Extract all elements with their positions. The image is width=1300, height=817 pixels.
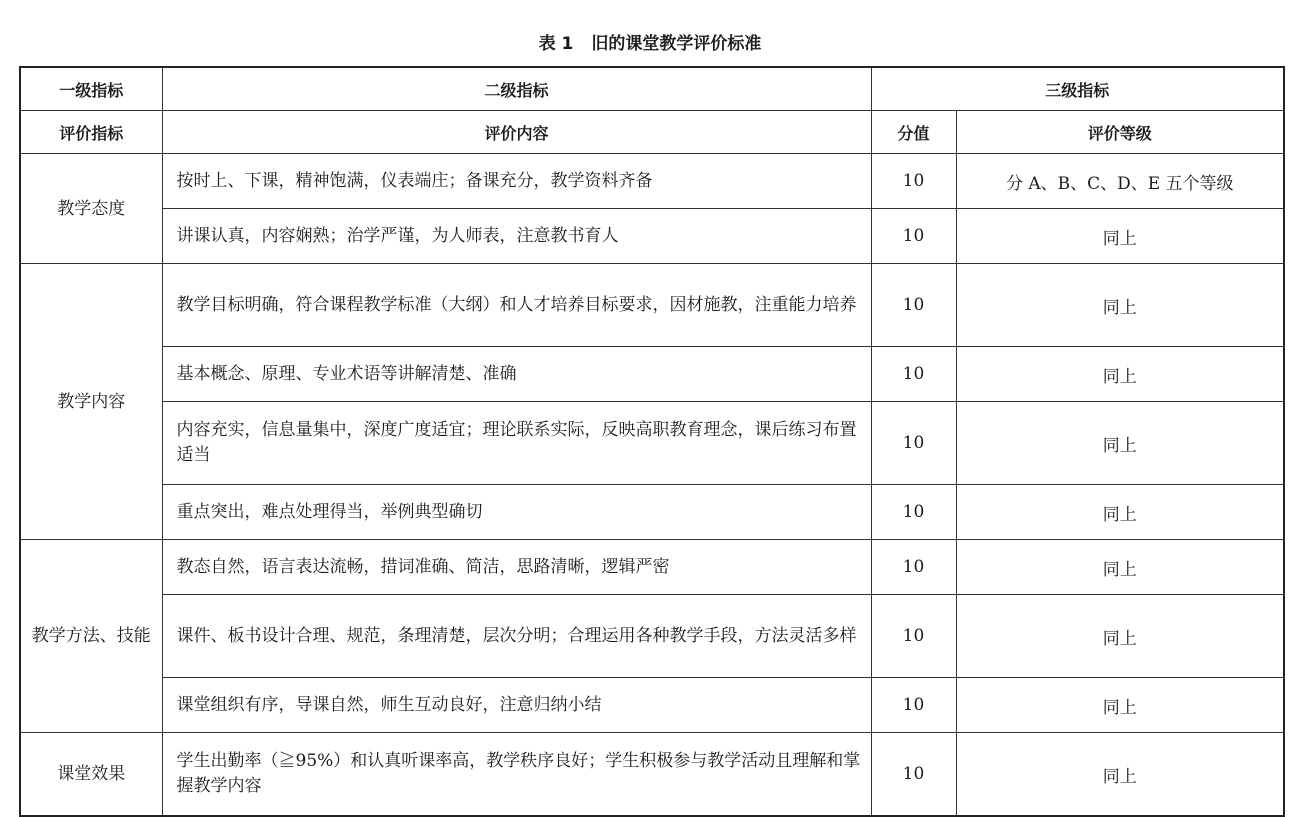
content-cell: 重点突出，难点处理得当，举例典型确切 [162,485,871,540]
score-cell: 10 [871,209,956,264]
score-cell: 10 [871,264,956,347]
grade-cell: 同上 [956,485,1284,540]
header-level3: 三级指标 [871,67,1284,111]
table-title: 旧的课堂教学评价标准 [591,34,762,54]
header-row-columns [20,111,1284,154]
table-row [20,402,1284,485]
grade-cell: 同上 [956,733,1284,817]
grade-cell: 同上 [956,402,1284,485]
score-cell: 10 [871,595,956,678]
score-cell: 10 [871,485,956,540]
grade-cell: 同上 [956,540,1284,595]
content-cell: 内容充实，信息量集中，深度广度适宜；理论联系实际，反映高职教育理念，课后练习布置适当 [162,402,871,485]
content-cell: 学生出勤率（≧95%）和认真听课率高，教学秩序良好；学生积极参与教学活动且理解和掌握教学内容 [162,733,871,817]
score-cell: 10 [871,402,956,485]
category-cell: 教学态度 [20,154,162,264]
category-cell: 课堂效果 [20,733,162,817]
header-grade: 评价等级 [956,111,1284,154]
grade-cell: 同上 [956,209,1284,264]
grade-cell: 同上 [956,595,1284,678]
table-row [20,678,1284,733]
header-score: 分值 [871,111,956,154]
score-cell: 10 [871,154,956,209]
grade-cell: 同上 [956,264,1284,347]
evaluation-table [19,66,1285,817]
score-cell: 10 [871,347,956,402]
table-number: 表 1 [538,34,574,54]
category-cell: 教学方法、技能 [20,540,162,733]
score-cell: 10 [871,540,956,595]
table-row [20,347,1284,402]
score-cell: 10 [871,733,956,817]
table-row [20,595,1284,678]
grade-cell: 同上 [956,347,1284,402]
table-row [20,154,1284,209]
table-row [20,264,1284,347]
header-content: 评价内容 [162,111,871,154]
content-cell: 讲课认真，内容娴熟；治学严谨，为人师表，注意教书育人 [162,209,871,264]
content-cell: 教态自然，语言表达流畅，措词准确、简洁，思路清晰，逻辑严密 [162,540,871,595]
grade-cell: 同上 [956,678,1284,733]
grade-cell: 分 A、B、C、D、E 五个等级 [956,154,1284,209]
table-row [20,209,1284,264]
table-row [20,733,1284,817]
score-cell: 10 [871,678,956,733]
content-cell: 课堂组织有序，导课自然，师生互动良好，注意归纳小结 [162,678,871,733]
category-cell: 教学内容 [20,264,162,540]
content-cell: 按时上、下课，精神饱满，仪表端庄；备课充分，教学资料齐备 [162,154,871,209]
header-row-levels [20,67,1284,111]
table-row [20,540,1284,595]
content-cell: 教学目标明确，符合课程教学标准（大纲）和人才培养目标要求，因材施教，注重能力培养 [162,264,871,347]
header-level2: 二级指标 [162,67,871,111]
header-level1: 一级指标 [20,67,162,111]
content-cell: 基本概念、原理、专业术语等讲解清楚、准确 [162,347,871,402]
table-row [20,485,1284,540]
content-cell: 课件、板书设计合理、规范，条理清楚，层次分明；合理运用各种教学手段，方法灵活多样 [162,595,871,678]
header-indicator: 评价指标 [20,111,162,154]
table-caption [0,30,1300,58]
